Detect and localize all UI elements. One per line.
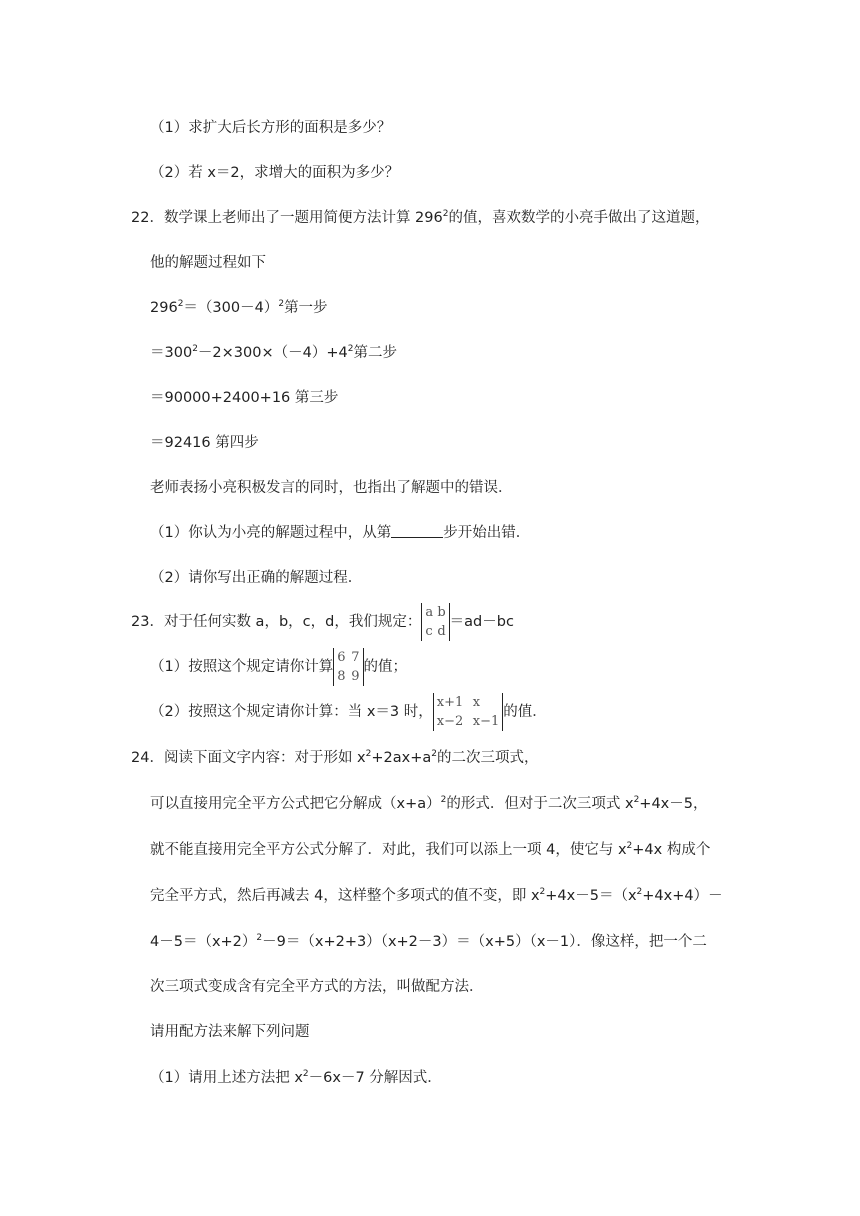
- q24-l1-exp1: 2: [365, 749, 372, 759]
- q22-step1-label: 第一步: [284, 300, 328, 316]
- q22-step2-exp2: 2: [347, 344, 354, 354]
- definition-determinant: [421, 603, 449, 641]
- q24-l4-exp1: 2: [539, 887, 546, 897]
- det-cell-c: 8: [337, 669, 346, 684]
- q23-definition-rhs: ＝ad－bc: [449, 614, 514, 630]
- q24-l1-c: 的二次三项式，: [437, 750, 539, 766]
- q24-l2-b: 的形式．但对于二次三项式 x: [446, 796, 634, 812]
- q24-l3-a: 就不能直接用完全平方公式分解了．对此，我们可以添上一项 4，使它与 x: [150, 842, 627, 858]
- q22-step4: ＝92416 第四步: [150, 435, 259, 451]
- q22-step2-exp: 2: [192, 344, 198, 354]
- q24-l3-exp1: 2: [626, 841, 633, 851]
- q24-l5-exp1: 2: [256, 933, 263, 943]
- q24-l2-exp1: 2: [440, 795, 447, 805]
- q23-part2-b: 的值．: [503, 704, 547, 720]
- q22-intro-line2: 他的解题过程如下: [150, 255, 266, 271]
- q24-l4-b: +4x－5＝（x: [545, 888, 637, 904]
- q22-step1: [150, 298, 328, 318]
- q22-step2: [150, 343, 397, 363]
- det-cell-b: b: [437, 605, 446, 620]
- q24-line4: [150, 886, 723, 906]
- q22-step3: ＝90000+2400+16 第三步: [150, 390, 339, 406]
- q23-intro-text: 23．对于任何实数 a，b，c，d，我们规定：: [131, 614, 422, 630]
- q24-line5: [150, 932, 707, 952]
- answer-blank[interactable]: [391, 523, 443, 538]
- q22-part2: （2）请你写出正确的解题过程．: [150, 570, 363, 586]
- q22-step1-exp2: 2: [278, 299, 285, 309]
- det-cell-d: x−1: [472, 714, 500, 729]
- q24-l4-exp2: 2: [636, 887, 643, 897]
- det-cell-a: 6: [337, 650, 346, 665]
- q24-line2: [150, 794, 707, 814]
- det-cell-a: a: [425, 605, 434, 620]
- q24-l1-b: +2ax+a: [371, 750, 432, 766]
- q22-step2-label: 第二步: [353, 345, 397, 361]
- q22-part1-b: 步开始出错．: [443, 525, 531, 541]
- q22-step2-b: －2×300×（－4）+4: [197, 345, 348, 361]
- q24-l4-c: +4x+4）－: [642, 888, 723, 904]
- q24-line3: [150, 840, 710, 860]
- det-cell-c: c: [425, 624, 433, 639]
- q24-l5-b: －9＝（x+2+3）（x+2－3）＝（x+5）（x－1）．像这样，把一个二: [262, 934, 707, 950]
- det-cell-d: d: [437, 624, 446, 639]
- q23-intro: [131, 602, 514, 642]
- det-cell-a: x+1: [436, 695, 464, 710]
- q22-step1-a: 296: [150, 300, 178, 316]
- q21-part2: （2）若 x＝2，求增大的面积为多少？: [150, 165, 400, 181]
- q22-intro-text-b: 的值，喜欢数学的小亮手做出了这道题，: [448, 210, 710, 226]
- q24-line8: [150, 1068, 442, 1088]
- q23-part1-a: （1）按照这个规定请你计算: [150, 659, 334, 675]
- q22-step1-b: ＝（300－4）: [183, 300, 279, 316]
- q24-line7: 请用配方法来解下列问题: [150, 1024, 310, 1040]
- q24-l2-c: +4x－5，: [639, 796, 708, 812]
- q22-part1: [150, 523, 530, 543]
- q23-part2-a: （2）按照这个规定请你计算：当 x＝3 时，: [150, 704, 433, 720]
- q24-l4-a: 完全平方式，然后再减去 4，这样整个多项式的值不变，即 x: [150, 888, 540, 904]
- q23-part1-b: 的值；: [363, 659, 408, 675]
- q24-line6: 次三项式变成含有完全平方式的方法，叫做配方法．: [150, 979, 484, 995]
- q22-teacher-note: 老师表扬小亮积极发言的同时，也指出了解题中的错误．: [150, 480, 513, 496]
- q24-l2-exp2: 2: [633, 795, 640, 805]
- q24-line1: [131, 748, 539, 768]
- q24-l1-a: 24．阅读下面文字内容：对于形如 x: [131, 750, 366, 766]
- det-cell-b: 7: [351, 650, 360, 665]
- q24-l8-b: －6x－7 分解因式．: [308, 1070, 442, 1086]
- q22-step2-a: ＝300: [150, 345, 193, 361]
- q22-intro: [131, 208, 709, 228]
- q22-intro-exponent: 2: [442, 209, 449, 219]
- q24-l1-exp2: 2: [431, 749, 437, 759]
- q24-l8-exp1: 2: [302, 1069, 309, 1079]
- q22-intro-text-a: 22．数学课上老师出了一题用简便方法计算 296: [131, 210, 443, 226]
- q21-part1: （1）求扩大后长方形的面积是多少？: [150, 120, 392, 136]
- det-cell-b: x: [472, 695, 481, 710]
- q24-l8-a: （1）请用上述方法把 x: [150, 1070, 303, 1086]
- q22-part1-a: （1）你认为小亮的解题过程中，从第: [150, 525, 392, 541]
- det-cell-c: x−2: [436, 714, 464, 729]
- q24-l5-a: 4－5＝（x+2）: [150, 934, 257, 950]
- det-cell-d: 9: [351, 669, 360, 684]
- part2-determinant: [433, 693, 504, 731]
- q24-l3-b: +4x 构成个: [632, 842, 711, 858]
- q23-part1: [150, 647, 407, 687]
- q22-step1-exp: 2: [177, 299, 184, 309]
- part1-determinant: [333, 648, 363, 686]
- q23-part2: [150, 692, 547, 732]
- q24-l2-a: 可以直接用完全平方公式把它分解成（x+a）: [150, 796, 441, 812]
